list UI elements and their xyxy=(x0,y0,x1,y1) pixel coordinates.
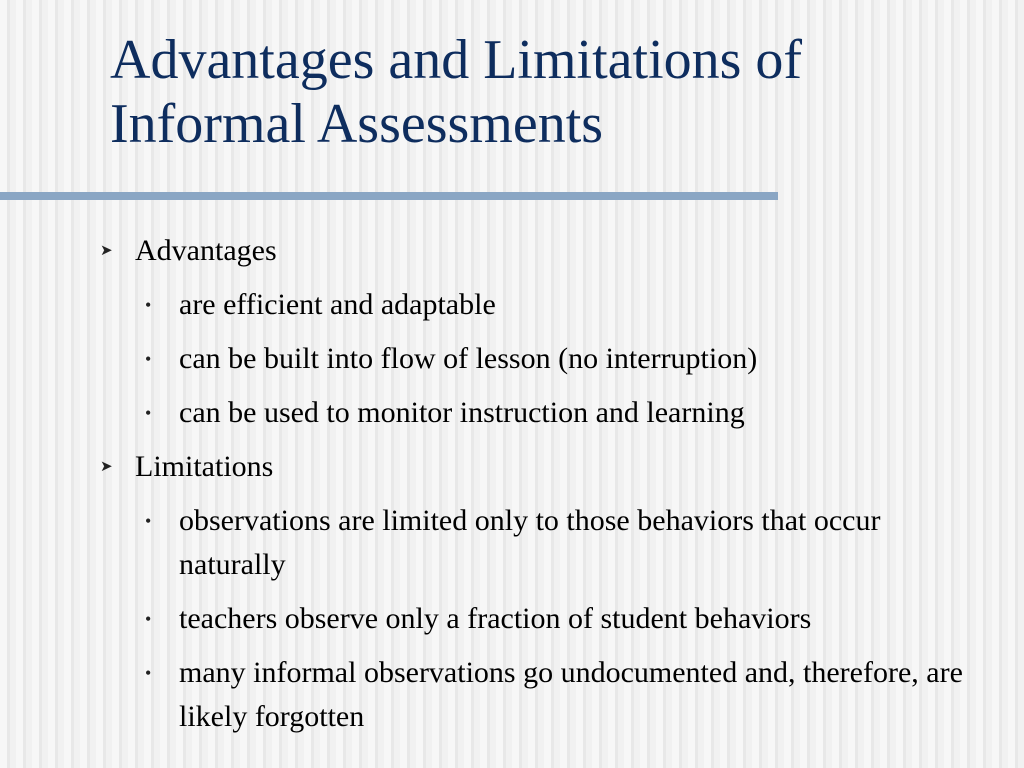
sub-bullet xyxy=(0,337,1024,381)
bullet-advantages xyxy=(0,229,1024,273)
sub-bullet xyxy=(0,391,1024,435)
slide-body xyxy=(0,229,1024,749)
sub-bullet-text: are efficient and adaptable xyxy=(179,288,496,321)
dot-bullet-icon: • xyxy=(145,349,152,369)
slide-title: Advantages and Limitations of Informal Assessments xyxy=(110,29,803,155)
bullet-limitations xyxy=(0,445,1024,489)
dot-bullet-icon: • xyxy=(145,403,152,423)
arrow-bullet-icon: ➤ xyxy=(100,243,113,259)
dot-bullet-icon: • xyxy=(145,609,152,629)
sub-bullet-text: can be used to monitor instruction and learning xyxy=(179,396,745,429)
sub-bullet xyxy=(0,651,1024,739)
sub-bullet xyxy=(0,499,1024,587)
sub-bullet xyxy=(0,597,1024,641)
dot-bullet-icon: • xyxy=(145,295,152,315)
title-divider xyxy=(0,192,778,200)
dot-bullet-icon: • xyxy=(145,511,152,531)
sub-bullet xyxy=(0,283,1024,327)
sub-bullet-text: can be built into flow of lesson (no interruption) xyxy=(179,342,758,375)
dot-bullet-icon: • xyxy=(145,663,152,683)
sub-bullet-text: many informal observations go undocumented and, therefore, are likely forgotten xyxy=(179,656,963,733)
bullet-heading: Limitations xyxy=(135,450,274,483)
arrow-bullet-icon: ➤ xyxy=(100,459,113,475)
sub-bullet-text: observations are limited only to those behaviors that occur naturally xyxy=(179,504,881,581)
bullet-heading: Advantages xyxy=(135,234,277,267)
sub-bullet-text: teachers observe only a fraction of student behaviors xyxy=(179,602,812,635)
